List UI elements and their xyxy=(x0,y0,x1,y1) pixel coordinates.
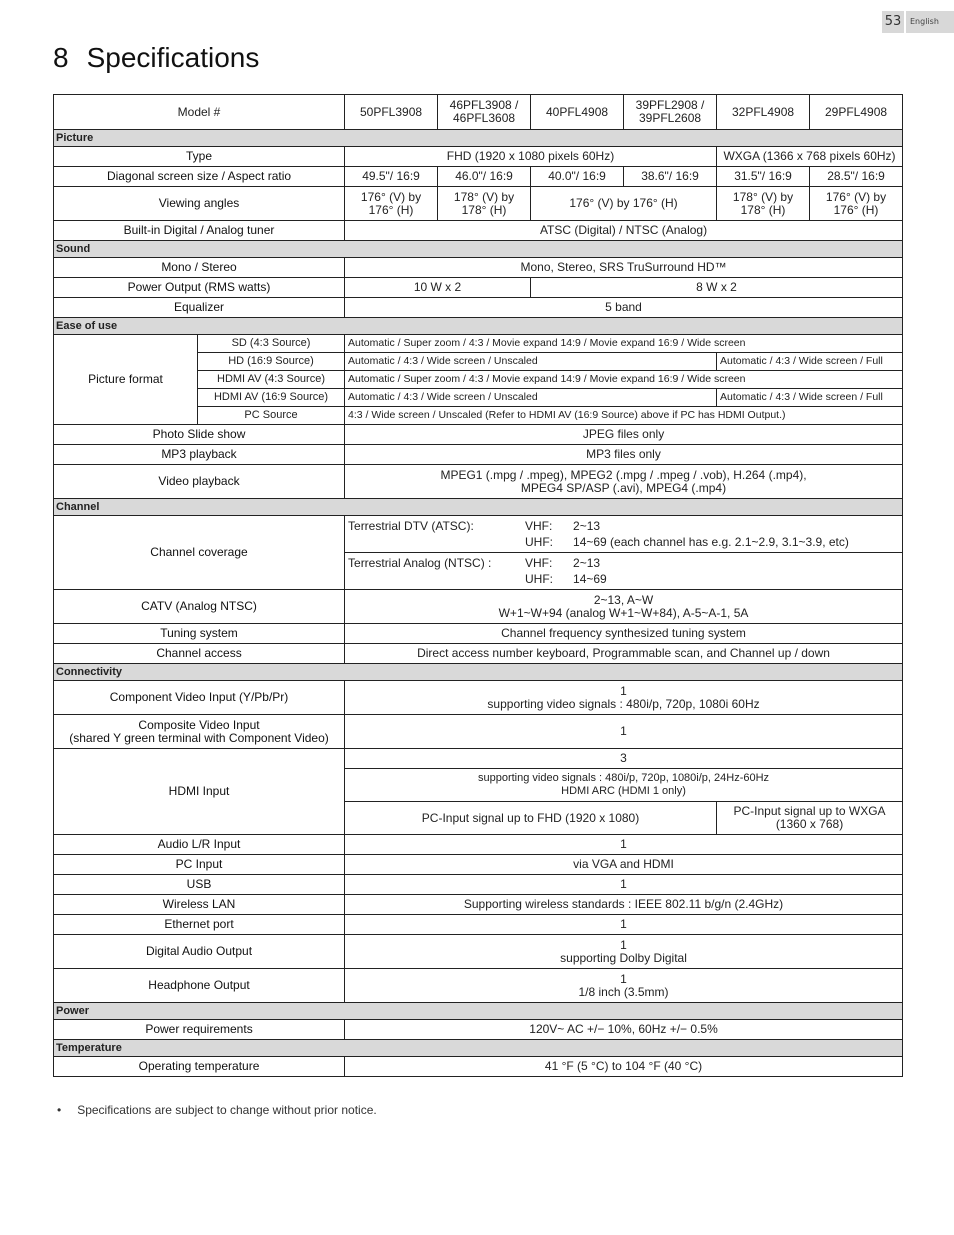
table-row xyxy=(54,749,903,769)
table-cell: Channel frequency synthesized tuning system xyxy=(345,624,903,644)
footnote xyxy=(57,1103,377,1117)
table-row xyxy=(54,915,903,935)
header-cell: 32PFL4908 xyxy=(717,95,810,130)
table-cell: PC-Input signal up to WXGA (1360 x 768) xyxy=(717,802,903,835)
table-cell xyxy=(345,769,903,802)
table-cell: 10 W x 2 xyxy=(345,278,531,298)
table-row xyxy=(54,278,903,298)
table-row xyxy=(54,1057,903,1077)
table-row xyxy=(54,644,903,664)
catv-line: 2~13, A~W xyxy=(593,592,654,607)
table-cell: 31.5"/ 16:9 xyxy=(717,167,810,187)
bullet-icon: • xyxy=(57,1103,62,1117)
table-row xyxy=(54,875,903,895)
table-cell: 40.0"/ 16:9 xyxy=(531,167,624,187)
table-row xyxy=(54,167,903,187)
page-title xyxy=(53,42,259,74)
table-cell: 1 xyxy=(345,875,903,895)
section-heading: Sound xyxy=(54,241,903,258)
table-cell: Direct access number keyboard, Programmable scan, and Channel up / down xyxy=(345,644,903,664)
row-label: Diagonal screen size / Aspect ratio xyxy=(54,167,345,187)
table-cell: JPEG files only xyxy=(345,425,903,445)
composite-label-note: (shared Y green terminal with Component Video) xyxy=(69,730,329,745)
header-cell: 29PFL4908 xyxy=(810,95,903,130)
table-row xyxy=(54,187,903,221)
section-heading: Ease of use xyxy=(54,318,903,335)
row-label: Power requirements xyxy=(54,1020,345,1040)
band-key: VHF: xyxy=(525,556,553,570)
row-label: MP3 playback xyxy=(54,445,345,465)
band-key: UHF: xyxy=(525,535,554,549)
band-key: UHF: xyxy=(525,572,554,586)
row-label: Channel access xyxy=(54,644,345,664)
table-row xyxy=(54,715,903,749)
table-cell: PC-Input signal up to FHD (1920 x 1080) xyxy=(345,802,717,835)
table-row xyxy=(54,465,903,499)
table-row xyxy=(54,298,903,318)
table-cell: Automatic / 4:3 / Wide screen / Unscaled xyxy=(345,389,717,407)
table-row xyxy=(54,147,903,167)
hdmi-arc: HDMI ARC (HDMI 1 only) xyxy=(561,785,686,797)
section-heading: Temperature xyxy=(54,1040,903,1057)
dao-count: 1 xyxy=(620,937,627,952)
video-formats-line: MPEG1 (.mpg / .mpeg), MPEG2 (.mpg / .mpeg / .vob), H.264 (.mp4), xyxy=(440,467,807,482)
specifications-table xyxy=(53,94,903,1077)
row-label: Ethernet port xyxy=(54,915,345,935)
table-cell: 4:3 / Wide screen / Unscaled (Refer to HDMI AV (16:9 Source) above if PC has HDMI Output.) xyxy=(345,407,903,425)
band-key: VHF: xyxy=(525,519,553,533)
table-cell: 1 xyxy=(345,835,903,855)
section-heading: Picture xyxy=(54,130,903,147)
table-row xyxy=(54,258,903,278)
table-row xyxy=(54,895,903,915)
row-label: Digital Audio Output xyxy=(54,935,345,969)
table-cell: 28.5"/ 16:9 xyxy=(810,167,903,187)
table-cell: 46.0"/ 16:9 xyxy=(438,167,531,187)
row-label: Type xyxy=(54,147,345,167)
table-row xyxy=(54,445,903,465)
table-cell: 178° (V) by 178° (H) xyxy=(438,187,531,221)
table-cell: Supporting wireless standards : IEEE 802.11 b/g/n (2.4GHz) xyxy=(345,895,903,915)
row-label: Operating temperature xyxy=(54,1057,345,1077)
table-cell: 38.6"/ 16:9 xyxy=(624,167,717,187)
table-cell: Automatic / Super zoom / 4:3 / Movie expand 14:9 / Movie expand 16:9 / Wide screen xyxy=(345,335,903,353)
table-header-row xyxy=(54,95,903,130)
component-signals: supporting video signals : 480i/p, 720p, 1080i 60Hz xyxy=(487,696,760,711)
sub-label: PC Source xyxy=(198,407,345,425)
catv-line: W+1~W+94 (analog W+1~W+84), A-5~A-1, 5A xyxy=(498,605,749,620)
dtv-label: Terrestrial DTV (ATSC): xyxy=(348,519,474,533)
table-row xyxy=(54,855,903,875)
table-row xyxy=(54,835,903,855)
table-cell: FHD (1920 x 1080 pixels 60Hz) xyxy=(345,147,717,167)
section-heading: Channel xyxy=(54,499,903,516)
language-label: English xyxy=(906,11,954,33)
table-cell xyxy=(345,681,903,715)
table-cell: Automatic / 4:3 / Wide screen / Unscaled xyxy=(345,353,717,371)
table-row xyxy=(54,425,903,445)
table-cell xyxy=(345,465,903,499)
section-heading: Connectivity xyxy=(54,664,903,681)
row-label: HDMI Input xyxy=(54,749,345,835)
table-cell: 178° (V) by 178° (H) xyxy=(717,187,810,221)
table-cell: 176° (V) by 176° (H) xyxy=(345,187,438,221)
row-label: USB xyxy=(54,875,345,895)
table-cell: Automatic / 4:3 / Wide screen / Full xyxy=(717,389,903,407)
row-label: PC Input xyxy=(54,855,345,875)
table-cell xyxy=(345,969,903,1003)
table-cell: 176° (V) by 176° (H) xyxy=(810,187,903,221)
table-cell: Automatic / Super zoom / 4:3 / Movie expand 14:9 / Movie expand 16:9 / Wide screen xyxy=(345,371,903,389)
table-row xyxy=(54,681,903,715)
footnote-text: Specifications are subject to change without prior notice. xyxy=(77,1103,377,1117)
sub-label: SD (4:3 Source) xyxy=(198,335,345,353)
table-cell: MP3 files only xyxy=(345,445,903,465)
row-label: Mono / Stereo xyxy=(54,258,345,278)
table-cell: 120V~ AC +/− 10%, 60Hz +/− 0.5% xyxy=(345,1020,903,1040)
table-row xyxy=(54,221,903,241)
composite-label: Composite Video Input xyxy=(138,717,260,732)
table-row xyxy=(54,935,903,969)
sub-label: HDMI AV (4:3 Source) xyxy=(198,371,345,389)
header-cell: Model # xyxy=(54,95,345,130)
row-label: Video playback xyxy=(54,465,345,499)
table-row xyxy=(54,516,903,553)
table-cell: 8 W x 2 xyxy=(531,278,903,298)
table-cell xyxy=(345,553,903,590)
table-row xyxy=(54,1020,903,1040)
row-label: Equalizer xyxy=(54,298,345,318)
table-cell xyxy=(345,590,903,624)
table-cell: 5 band xyxy=(345,298,903,318)
row-label: Photo Slide show xyxy=(54,425,345,445)
row-label: Channel coverage xyxy=(54,516,345,590)
table-cell xyxy=(345,935,903,969)
table-cell: 176° (V) by 176° (H) xyxy=(531,187,717,221)
video-formats-line: MPEG4 SP/ASP (.avi), MPEG4 (.mp4) xyxy=(520,480,727,495)
row-label: Wireless LAN xyxy=(54,895,345,915)
chapter-title: Specifications xyxy=(86,42,260,73)
row-label xyxy=(54,715,345,749)
table-row xyxy=(54,624,903,644)
band-value: 2~13 xyxy=(573,519,601,533)
table-cell: 49.5"/ 16:9 xyxy=(345,167,438,187)
page-indicator xyxy=(882,11,954,33)
row-label: Tuning system xyxy=(54,624,345,644)
table-row xyxy=(54,335,903,353)
band-value: 2~13 xyxy=(573,556,601,570)
table-cell: Mono, Stereo, SRS TruSurround HD™ xyxy=(345,258,903,278)
row-label: Picture format xyxy=(54,335,198,425)
component-count: 1 xyxy=(620,683,627,698)
chapter-number: 8 xyxy=(53,42,69,73)
table-cell: Automatic / 4:3 / Wide screen / Full xyxy=(717,353,903,371)
hp-count: 1 xyxy=(620,971,627,986)
section-heading: Power xyxy=(54,1003,903,1020)
row-label: Viewing angles xyxy=(54,187,345,221)
row-label: CATV (Analog NTSC) xyxy=(54,590,345,624)
table-cell: WXGA (1366 x 768 pixels 60Hz) xyxy=(717,147,903,167)
table-cell: 1 xyxy=(345,915,903,935)
table-cell: 1 xyxy=(345,715,903,749)
band-value: 14~69 xyxy=(573,572,607,586)
table-cell: via VGA and HDMI xyxy=(345,855,903,875)
row-label: Audio L/R Input xyxy=(54,835,345,855)
table-row xyxy=(54,590,903,624)
header-cell: 46PFL3908 / 46PFL3608 xyxy=(438,95,531,130)
table-cell: 41 °F (5 °C) to 104 °F (40 °C) xyxy=(345,1057,903,1077)
hp-size: 1/8 inch (3.5mm) xyxy=(578,984,669,999)
sub-label: HDMI AV (16:9 Source) xyxy=(198,389,345,407)
ntsc-label: Terrestrial Analog (NTSC) : xyxy=(348,556,492,570)
hdmi-signals: supporting video signals : 480i/p, 720p, 1080i/p, 24Hz-60Hz xyxy=(477,772,770,784)
sub-label: HD (16:9 Source) xyxy=(198,353,345,371)
header-cell: 40PFL4908 xyxy=(531,95,624,130)
row-label: Component Video Input (Y/Pb/Pr) xyxy=(54,681,345,715)
header-cell: 39PFL2908 / 39PFL2608 xyxy=(624,95,717,130)
header-cell: 50PFL3908 xyxy=(345,95,438,130)
table-row xyxy=(54,969,903,1003)
row-label: Power Output (RMS watts) xyxy=(54,278,345,298)
table-cell: 3 xyxy=(345,749,903,769)
dao-support: supporting Dolby Digital xyxy=(560,950,687,965)
table-cell: ATSC (Digital) / NTSC (Analog) xyxy=(345,221,903,241)
row-label: Headphone Output xyxy=(54,969,345,1003)
page-number: 53 xyxy=(882,11,904,33)
table-cell xyxy=(345,516,903,553)
row-label: Built-in Digital / Analog tuner xyxy=(54,221,345,241)
band-value: 14~69 (each channel has e.g. 2.1~2.9, 3.1~3.9, etc) xyxy=(573,535,849,549)
